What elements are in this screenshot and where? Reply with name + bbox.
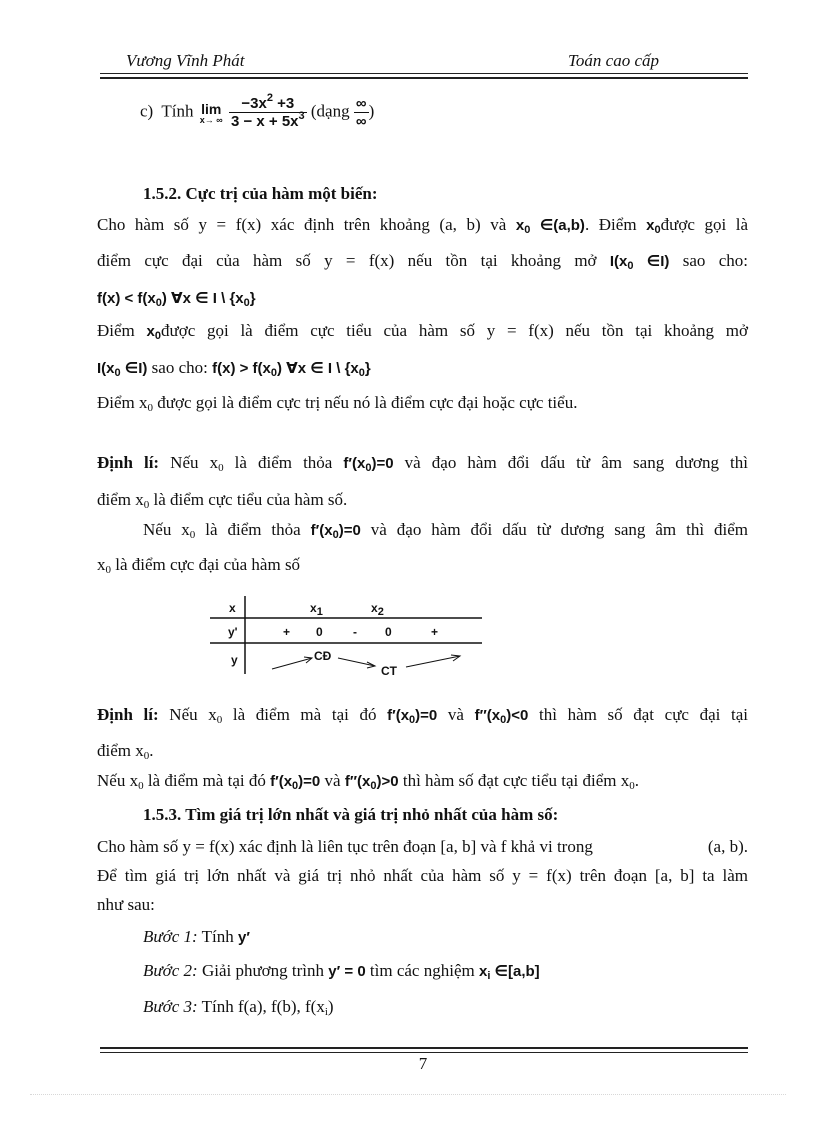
decrease-arrow [338, 658, 375, 666]
sign-zero: 0 [316, 625, 323, 639]
condition-max: $f(x) < f(x_0)$ ∀x ∈ I \ $\{x_0\}$ [97, 290, 256, 309]
footer-rule [100, 1052, 748, 1053]
table-row-y-label: y [231, 653, 238, 667]
variation-table [210, 592, 490, 684]
sign-plus: + [283, 625, 291, 639]
paragraph-line: Điểm $x_0$ được gọi là điểm cực trị nếu nó là điểm cực đại hoặc cực tiểu. [97, 393, 578, 414]
sign-minus: - [353, 625, 357, 639]
increase-arrow-2 [406, 656, 460, 667]
sign-plus: + [431, 625, 439, 639]
theorem-2b: Nếu $x_0$ là điểm mà tại đó $f'(x_0)=0$ và $f''(x_0)>0$ thì hàm số đạt cực tiểu tại điểm $x_0$. [97, 771, 639, 792]
table-min-label: CT [381, 664, 397, 678]
step-3: Bước 3: Tính f(a), f(b), $f(x_i)$ [143, 997, 334, 1018]
paragraph-line: điểm $x_0$. [97, 741, 154, 762]
paragraph-line: Cho hàm số y = f(x) xác định trên khoảng (a, b) và $x_0$ ∈(a,b). Điểm $x_0được$ gọi là [97, 215, 749, 236]
condition-min: $I(x_0$ ∈I) sao cho: $f(x) > f(x_0)$ ∀x ∈ I \ $\{x_0\}$ [97, 358, 371, 379]
paragraph-line: Cho hàm số y = f(x) xác định là liên tục trên đoạn [a, b] và f khả vi trong (a, b). [97, 837, 748, 856]
sign-zero: 0 [385, 625, 392, 639]
increase-arrow-1 [272, 658, 312, 669]
paragraph-line: $x_0$ là điểm cực đại của hàm số [97, 555, 301, 576]
item-c-limit: c) Tính lim x→ ∞ $\frac{-3x^2 +3}{3 - x + 5x^3}$ (dạng $\frac{\infty}{\infty}$ ) [140, 92, 375, 130]
table-x1: $x_1$ [310, 601, 323, 618]
paragraph-line: Điểm $x_0được$ gọi là điểm cực tiểu của hàm số y = f(x) nếu tồn tại khoảng mở [97, 321, 749, 342]
step-1: Bước 1: Tính y′ [143, 927, 250, 946]
step-2: Bước 2: Giải phương trình y′ = 0 tìm các nghiệm $x_i$ ∈[a,b] [143, 961, 540, 982]
paragraph-line: như sau: [97, 895, 155, 914]
page-edge-dots [30, 1094, 786, 1095]
paragraph-line: Để tìm giá trị lớn nhất và giá trị nhỏ nhất của hàm số y = f(x) trên đoạn [a, b] ta làm [97, 866, 748, 885]
theorem-2: Định lí: Nếu $x_0$ là điểm mà tại đó $f'(x_0)=0$ và $f''(x_0)<0$ thì hàm số đạt cực đại tại [97, 705, 748, 726]
header-subject: Toán cao cấp [568, 51, 659, 70]
page-number: 7 [418, 1054, 428, 1073]
theorem-1: Định lí: Nếu $x_0$ là điểm thỏa $f'(x_0)=0$ và đạo hàm đổi dấu từ âm sang dương thì [97, 453, 748, 474]
section-1-5-3-heading: 1.5.3. Tìm giá trị lớn nhất và giá trị nhỏ nhất của hàm số: [143, 805, 559, 824]
header-rule-thick [100, 77, 748, 79]
header-author: Vương Vĩnh Phát [126, 51, 245, 70]
section-1-5-2-heading: 1.5.2. Cực trị của hàm một biến: [143, 184, 378, 203]
paragraph-line: điểm cực đại của hàm số y = f(x) nếu tồn tại khoảng mở $I(x_0$ ∈I) sao cho: [97, 251, 749, 272]
paragraph-line: điểm $x_0$ là điểm cực tiểu của hàm số. [97, 490, 348, 511]
table-max-label: CĐ [314, 649, 332, 663]
table-row-x-label: x [229, 601, 236, 615]
table-x2: $x_2$ [371, 601, 384, 618]
theorem-1b: Nếu $x_0$ là điểm thỏa $f'(x_0)=0$ và đạo hàm đổi dấu từ dương sang âm thì điểm [143, 520, 749, 541]
header-rule [100, 73, 748, 74]
footer-rule-thick [100, 1047, 748, 1049]
table-row-yprime-label: y' [228, 625, 238, 639]
